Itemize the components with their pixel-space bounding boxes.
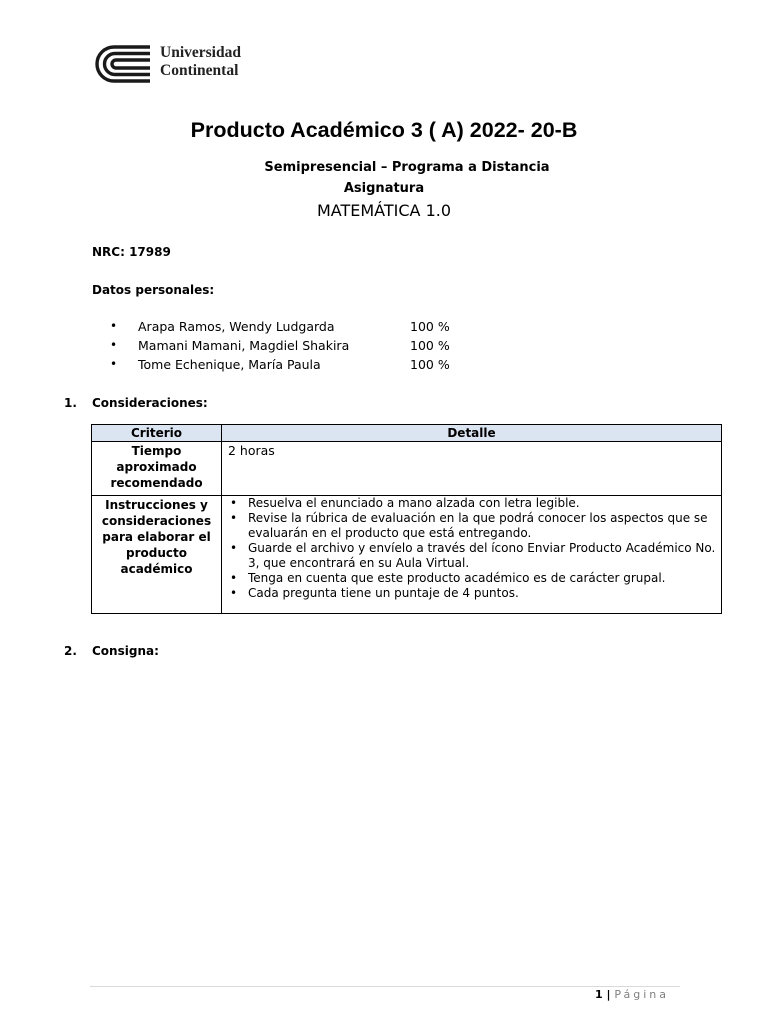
page-number: 1	[595, 988, 603, 1001]
person-name: Tome Echenique, María Paula	[138, 357, 321, 372]
instruction-text: Resuelva el enunciado a mano alzada con letra legible.	[248, 496, 580, 510]
column-header-detalle: Detalle	[222, 425, 722, 442]
personal-data-label: Datos personales:	[92, 283, 215, 297]
footer-separator: |	[602, 988, 615, 1001]
column-header-criterio: Criterio	[92, 425, 222, 442]
section-number: 2.	[64, 644, 77, 658]
section-heading: Consigna:	[92, 644, 159, 658]
person-name: Mamani Mamani, Magdiel Shakira	[138, 338, 350, 353]
person-percentage: 100 %	[410, 338, 450, 353]
document-subtitle: Semipresencial – Programa a Distancia	[264, 160, 550, 175]
criterio-cell: Instrucciones y consideraciones para elaborar el producto académico	[92, 496, 222, 614]
criterio-cell: Tiempo aproximado recomendado	[92, 442, 222, 496]
considerations-table	[91, 424, 722, 614]
nrc-label: NRC: 17989	[92, 245, 171, 259]
wordmark-line-2: Continental	[160, 62, 239, 79]
section-number: 1.	[64, 396, 77, 410]
course-name: MATEMÁTICA 1.0	[316, 201, 452, 220]
list-item	[228, 571, 717, 586]
person-name: Arapa Ramos, Wendy Ludgarda	[138, 319, 335, 334]
table-row	[92, 442, 722, 496]
instruction-text: Guarde el archivo y envíelo a través del ícono Enviar Producto Académico No. 3, que encontrará en su Aula Virtual.	[248, 541, 716, 570]
bullet-icon: •	[230, 496, 238, 510]
page-word: Página	[614, 988, 669, 1001]
footer-divider	[90, 986, 680, 987]
page-footer	[595, 988, 669, 1001]
wordmark-line-1: Universidad	[160, 44, 241, 61]
instruction-text: Cada pregunta tiene un puntaje de 4 puntos.	[248, 586, 519, 600]
list-item	[228, 541, 717, 571]
asignatura-label: Asignatura	[343, 181, 425, 196]
instructions-list	[228, 496, 717, 601]
table-row	[92, 496, 722, 614]
bullet-icon: •	[230, 541, 238, 555]
bullet-icon: •	[230, 571, 238, 585]
detalle-cell: 2 horas	[222, 442, 722, 496]
table-header-row	[92, 425, 722, 442]
list-item	[228, 586, 717, 601]
list-item	[110, 357, 530, 376]
list-item	[110, 338, 530, 357]
list-item	[228, 496, 717, 511]
bullet-icon: •	[230, 511, 238, 525]
list-item	[110, 319, 530, 338]
bullet-icon: •	[110, 338, 118, 352]
bullet-icon: •	[230, 586, 238, 600]
person-percentage: 100 %	[410, 357, 450, 372]
university-wordmark	[160, 44, 241, 80]
document-title: Producto Académico 3 ( A) 2022- 20-B	[190, 118, 578, 142]
section-heading: Consideraciones:	[92, 396, 208, 410]
persons-list	[110, 319, 530, 376]
list-item	[228, 511, 717, 541]
person-percentage: 100 %	[410, 319, 450, 334]
bullet-icon: •	[110, 319, 118, 333]
detalle-cell	[222, 496, 722, 614]
university-logo-icon	[90, 42, 152, 90]
bullet-icon: •	[110, 357, 118, 371]
instruction-text: Tenga en cuenta que este producto académico es de carácter grupal.	[248, 571, 666, 585]
instruction-text: Revise la rúbrica de evaluación en la que podrá conocer los aspectos que se evaluarán en el producto que está entregando.	[248, 511, 708, 540]
